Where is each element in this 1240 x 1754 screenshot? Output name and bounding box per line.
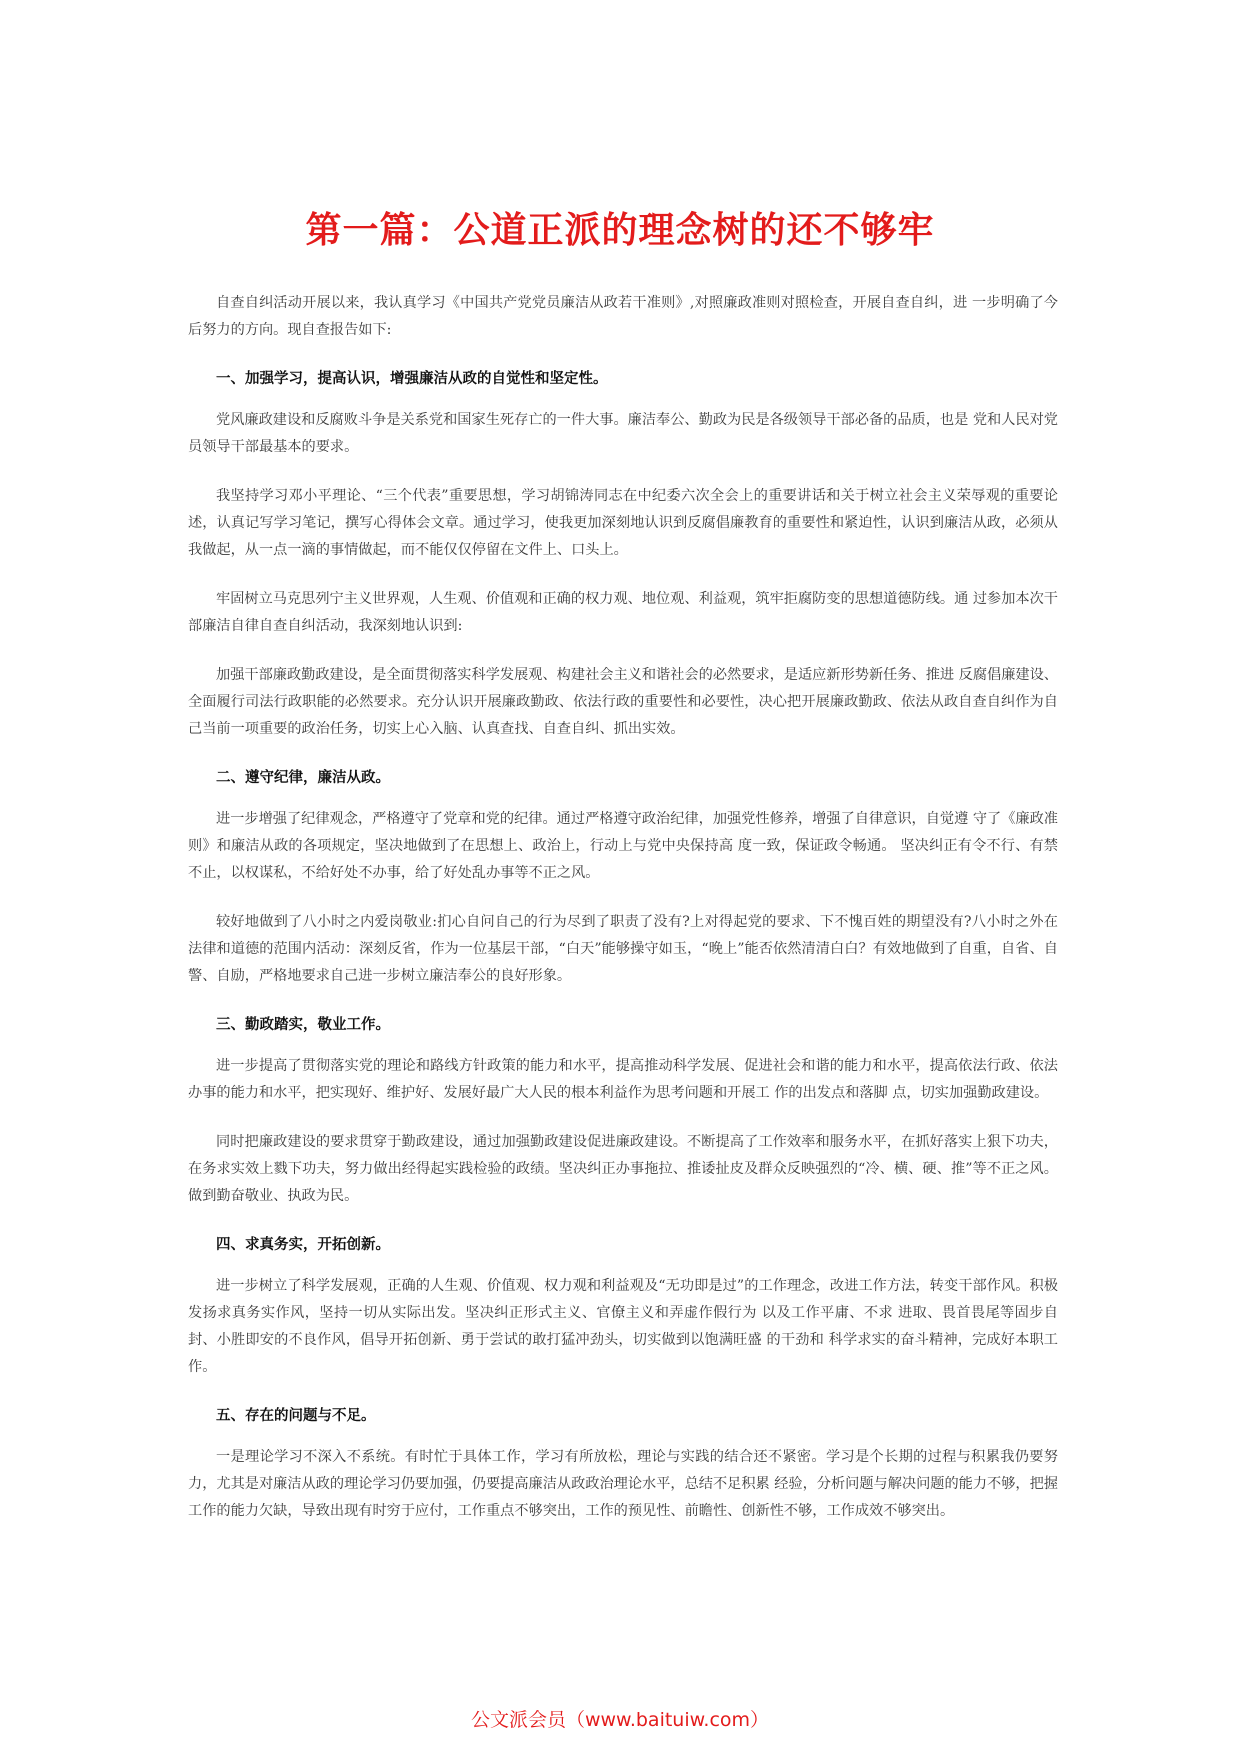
paragraph-2: 党风廉政建设和反腐败斗争是关系党和国家生死存亡的一件大事。廉洁奉公、勤政为民是各级领导干部必备的品质，也是 党和人民对党员领导干部最基本的要求。 <box>188 412 1058 455</box>
paragraph-1: 自查自纠活动开展以来，我认真学习《中国共产党党员廉洁从政若干准则》,对照廉政准则对照检查，开展自查自纠，进 一步明确了今后努力的方向。现自查报告如下: <box>188 295 1058 338</box>
footer-watermark: 公文派会员（www.baituiw.com） <box>470 1709 770 1731</box>
section-heading-2: 二、遵守纪律，廉洁从政。 <box>216 770 390 786</box>
paragraph-8: 进一步提高了贯彻落实党的理论和路线方针政策的能力和水平，提高推动科学发展、促进社会和谐的能力和水平，提高依法行政、依法办事的能力和水平，把实现好、维护好、发展好最广大人民的根本利益作为思考问题和开展工 作的出发点和落脚 点，切实加强勤政建设。 <box>188 1058 1058 1101</box>
paragraph-9: 同时把廉政建设的要求贯穿于勤政建设，通过加强勤政建设促进廉政建设。不断提高了工作效率和服务水平，在抓好落实上狠下功夫，在务求实效上戮下功夫，努力做出经得起实践检验的政绩。坚决纠正办事拖拉、推诿扯皮及群众反映强烈的“冷、横、硬、推”等不正之风。做到勤奋敬业、执政为民。 <box>188 1134 1058 1204</box>
paragraph-11: 一是理论学习不深入不系统。有时忙于具体工作，学习有所放松，理论与实践的结合还不紧密。学习是个长期的过程与积累我仍要努力，尤其是对廉洁从政的理论学习仍要加强，仍要提高廉洁从政政治理论水平，总结不足积累 经验，分析问题与解决问题的能力不够，把握工作的能力欠缺，导致出现有时穷于应付，工作重点不够突出，工作的预见性、前瞻性、创新性不够，工作成效不够突出。 <box>188 1449 1058 1519</box>
paragraph-5: 加强干部廉政勤政建设，是全面贯彻落实科学发展观、构建社会主义和谐社会的必然要求，是适应新形势新任务、推进 反腐倡廉建设、全面履行司法行政职能的必然要求。充分认识开展廉政勤政、依法行政的重要性和必要性，决心把开展廉政勤政、依法从政自查自纠作为自己当前一项重要的政治任务，切实上心入脑、认真查找、自查自纠、抓出实效。 <box>188 667 1058 737</box>
section-heading-1: 一、加强学习，提高认识，增强廉洁从政的自觉性和坚定性。 <box>216 371 608 387</box>
paragraph-4: 牢固树立马克思列宁主义世界观，人生观、价值观和正确的权力观、地位观、利益观，筑牢拒腐防变的思想道德防线。通 过参加本次干部廉洁自律自查自纠活动，我深刻地认识到: <box>188 591 1058 634</box>
paragraph-6: 进一步增强了纪律观念，严格遵守了党章和党的纪律。通过严格遵守政治纪律，加强党性修养，增强了自律意识，自觉遵 守了《廉政准则》和廉洁从政的各项规定，坚决地做到了在思想上、政治上，行动上与党中央保持高 度一致，保证政令畅通。 坚决纠正有令不行、有禁不止，以权谋私，不给好处不办事，给了好处乱办事等不正之风。 <box>188 811 1058 881</box>
paragraph-7: 较好地做到了八小时之内爱岗敬业:扪心自问自己的行为尽到了职责了没有?上对得起党的要求、下不愧百姓的期望没有?八小时之外在法律和道德的范围内活动：深刻反省，作为一位基层干部，“白天”能够操守如玉，“晚上”能否依然清清白白？有效地做到了自重，自省、自警、自励，严格地要求自己进一步树立廉洁奉公的良好形象。 <box>188 914 1058 984</box>
paragraph-10: 进一步树立了科学发展观，正确的人生观、价值观、权力观和利益观及“无功即是过”的工作理念，改进工作方法，转变干部作风。积极发扬求真务实作风，坚持一切从实际出发。坚决纠正形式主义、官僚主义和弄虚作假行为 以及工作平庸、不求 进取、畏首畏尾等固步自封、小胜即安的不良作风，倡导开拓创新、勇于尝试的敢打猛冲劲头，切实做到以饱满旺盛 的干劲和 科学求实的奋斗精神，完成好本职工作。 <box>188 1278 1058 1375</box>
section-heading-5: 五、存在的问题与不足。 <box>216 1408 376 1424</box>
page-title: 第一篇：公道正派的理念树的还不够牢 <box>305 210 935 252</box>
section-heading-3: 三、勤政踏实，敬业工作。 <box>216 1017 390 1033</box>
document-body <box>188 290 1058 1547</box>
section-heading-4: 四、求真务实，开拓创新。 <box>216 1237 390 1253</box>
paragraph-3: 我坚持学习邓小平理论、“三个代表”重要思想，学习胡锦涛同志在中纪委六次全会上的重要讲话和关于树立社会主义荣辱观的重要论述，认真记写学习笔记，撰写心得体会文章。通过学习，使我更加深刻地认识到反腐倡廉教育的重要性和紧迫性，认识到廉洁从政，必须从我做起，从一点一滴的事情做起，而不能仅仅停留在文件上、口头上。 <box>188 488 1058 558</box>
